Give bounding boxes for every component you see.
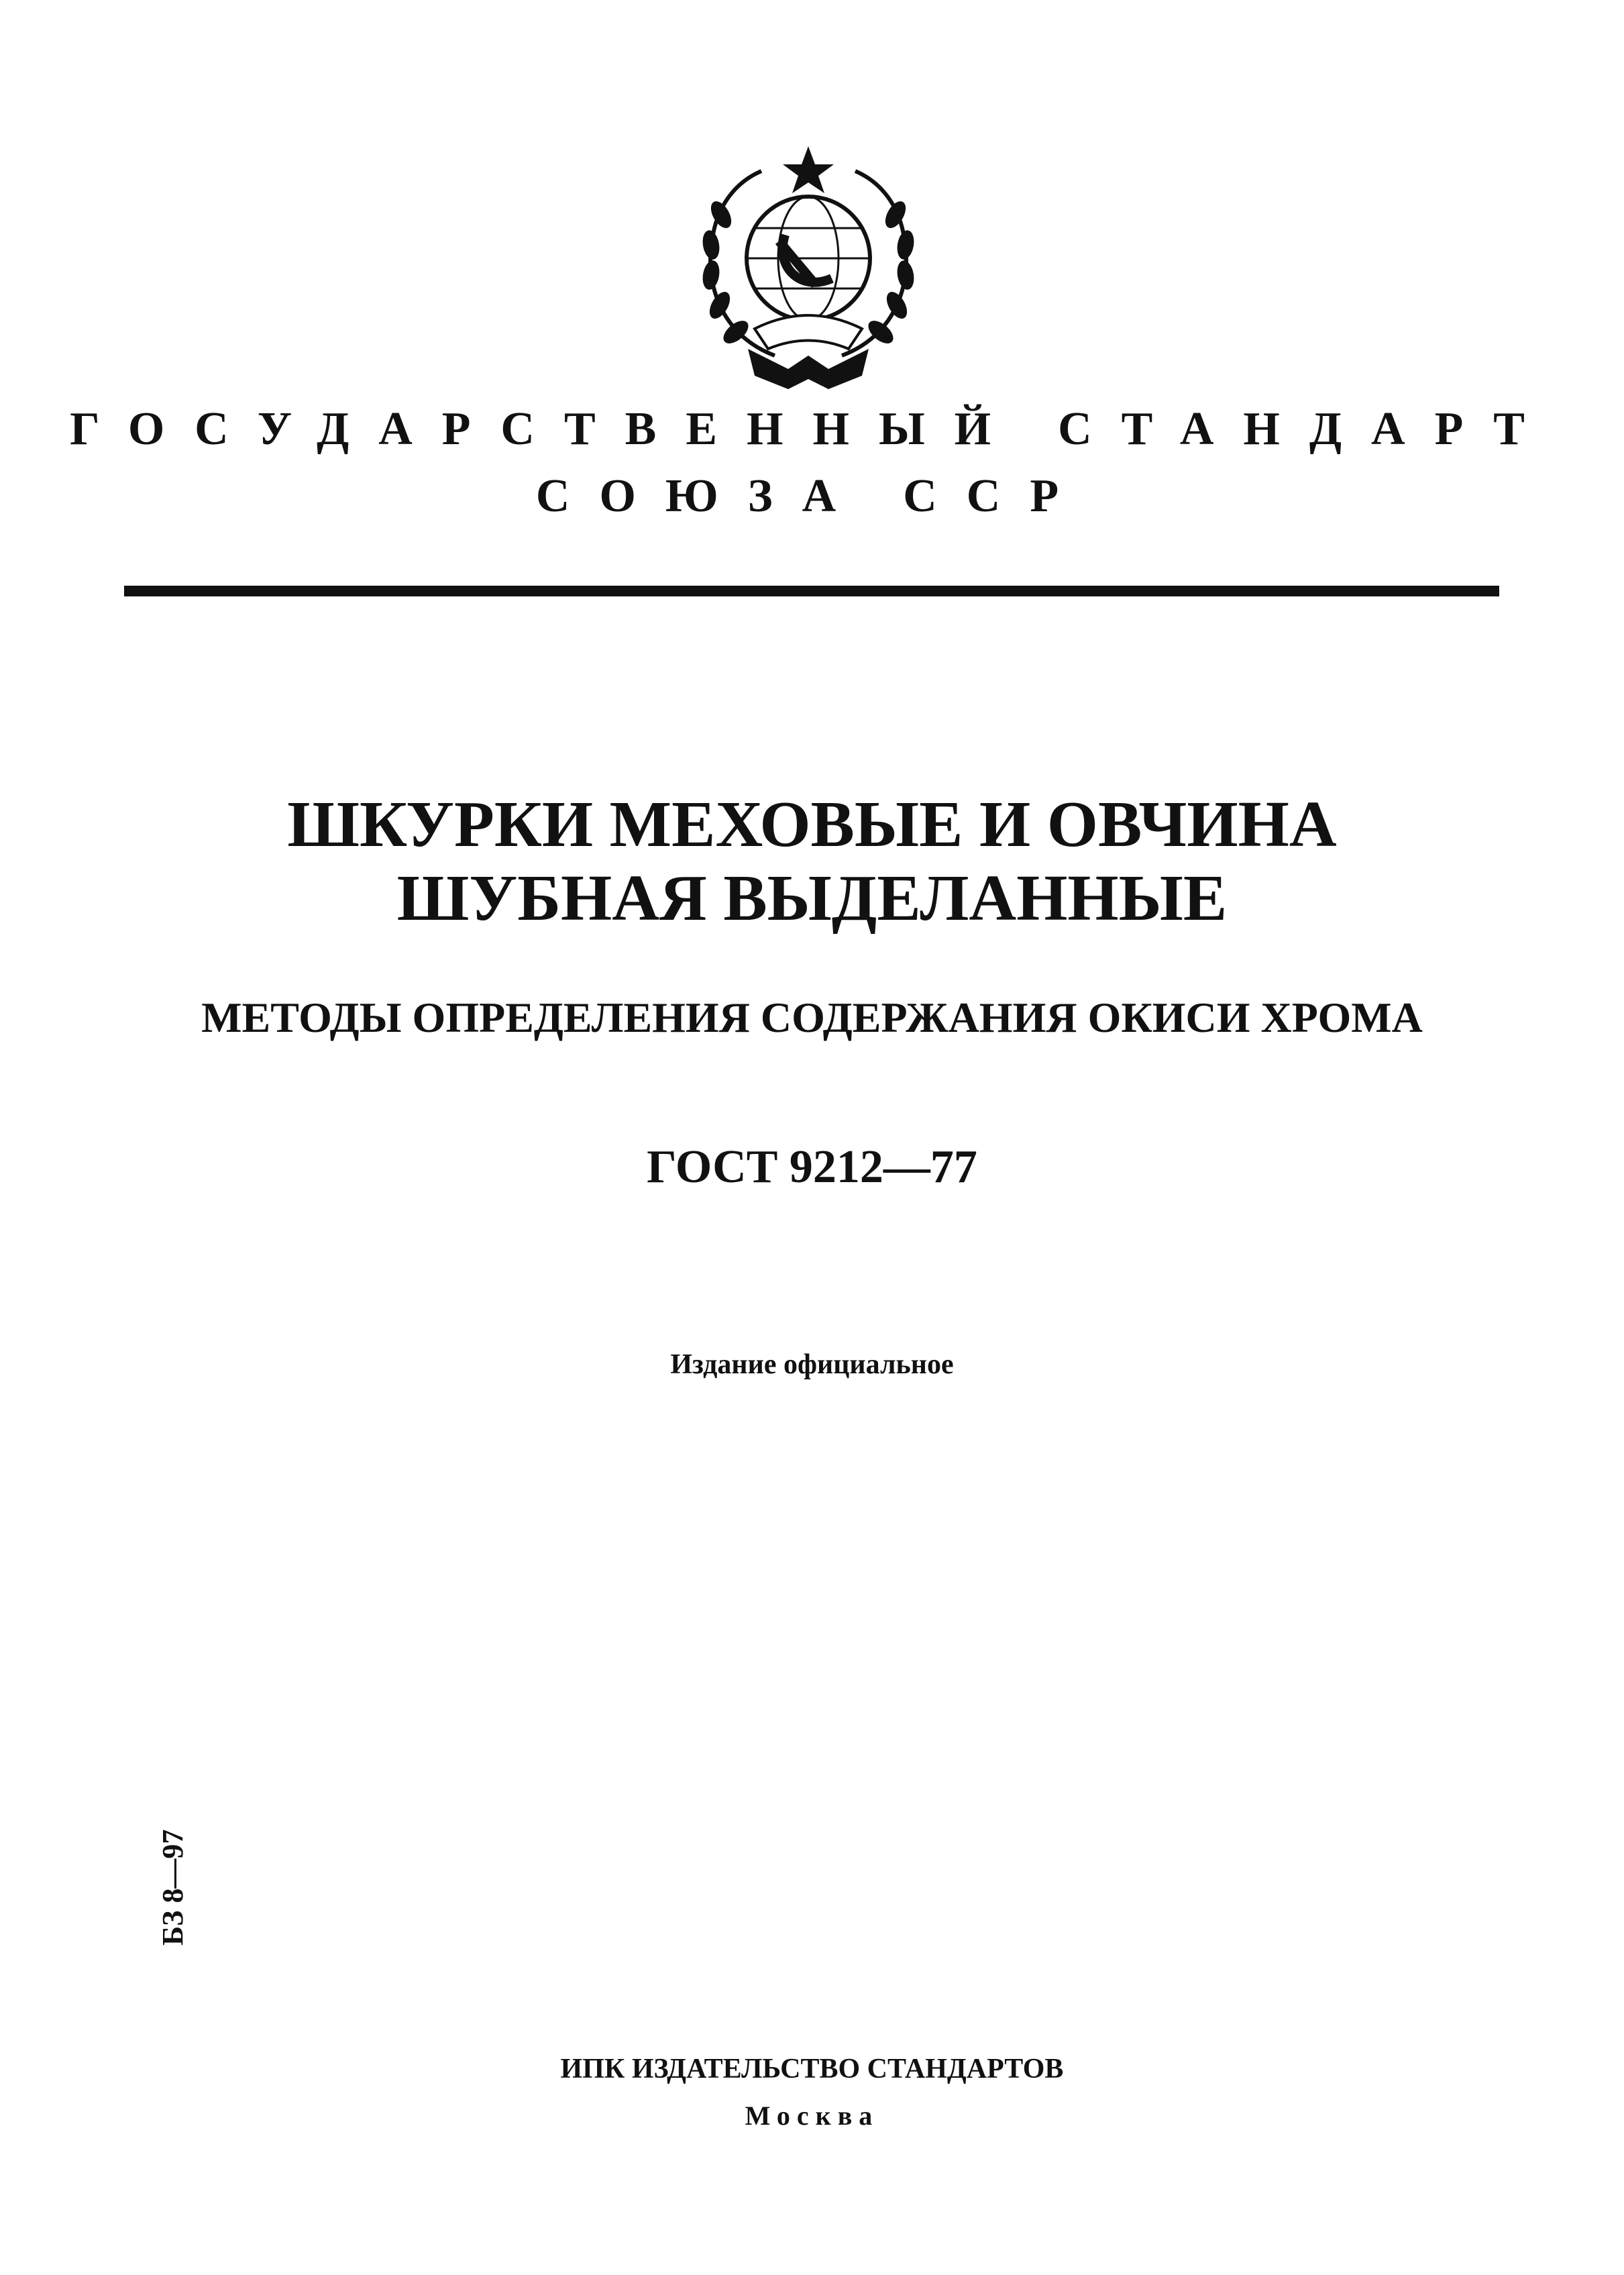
header-divider	[124, 586, 1499, 596]
header-word-ssr: ССР	[903, 470, 1089, 522]
document-title-line-1: ШКУРКИ МЕХОВЫЕ И ОВЧИНА	[287, 788, 1337, 861]
publisher: ИПК ИЗДАТЕЛЬСТВО СТАНДАРТОВ	[560, 2054, 1064, 2084]
standard-number: ГОСТ 9212—77	[647, 1141, 977, 1193]
edition-note: Издание официальное	[670, 1349, 954, 1380]
document-subtitle: МЕТОДЫ ОПРЕДЕЛЕНИЯ СОДЕРЖАНИЯ ОКИСИ ХРОМА	[201, 994, 1423, 1041]
publisher-city: Москва	[745, 2101, 879, 2131]
document-title-line-2: ШУБНАЯ ВЫДЕЛАННЫЕ	[396, 862, 1228, 935]
header-word-gosudarstvenny: ГОСУДАРСТВЕННЫЙ	[70, 403, 1021, 455]
header-line-1	[0, 403, 1624, 456]
header-word-soyuza: СОЮЗА	[535, 470, 866, 522]
header-line-2	[0, 470, 1624, 523]
header-word-standart: СТАНДАРТ	[1058, 403, 1554, 455]
side-code: БЗ 8—97	[156, 1829, 189, 1946]
ussr-state-emblem-icon	[674, 134, 942, 403]
